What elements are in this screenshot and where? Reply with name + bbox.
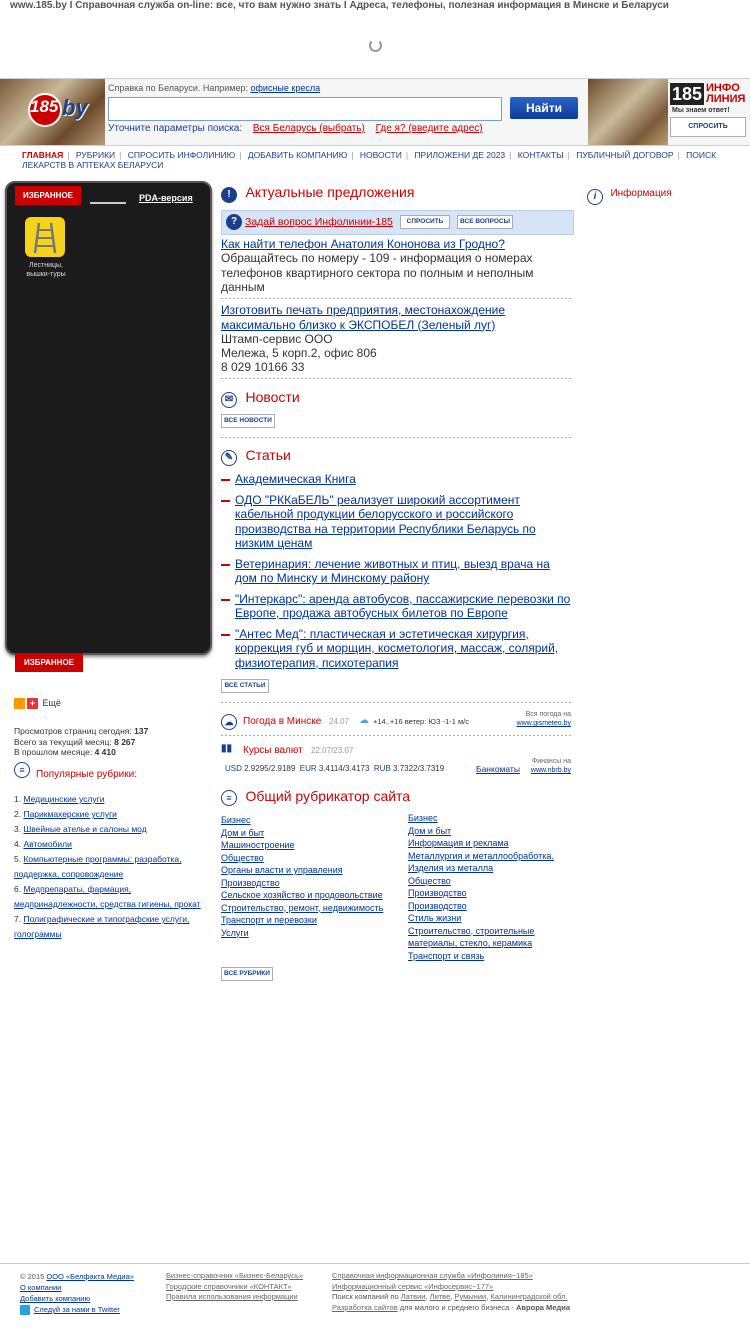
rubricator-header [221, 788, 410, 806]
rubric-link[interactable]: Стиль жизни [408, 913, 462, 923]
aurora-media-brand[interactable]: Аврора Медиа [516, 1302, 571, 1312]
list-item [221, 592, 573, 621]
rubric-link[interactable]: Общество [408, 875, 451, 886]
popular-rubric-link[interactable]: Медицинские услуги [23, 794, 105, 804]
article-link[interactable]: "Антес Мед": пластическая и эстетическая хирургия, коррекция губ и морщин, косметология, массаж, солярий, физиотерапия, психотерапия [235, 626, 559, 670]
add-company-link[interactable]: Добавить компанию [20, 1294, 91, 1303]
weather-date: 24.07 [329, 717, 350, 726]
popular-rubrics-title: Популярные рубрики: [36, 769, 137, 780]
latvia-link[interactable]: Латвии [400, 1292, 426, 1301]
nav-item-add-company[interactable]: ДОБАВИТЬ КОМПАНИЮ [247, 150, 348, 160]
stats-today: Просмотров страниц сегодня: 137 [14, 726, 149, 736]
rates-source-label: Финансы на [531, 758, 571, 765]
weather-temp: +14..+16 ветер: ЮЗ -1-1 м/с [373, 717, 469, 726]
exclamation-icon: ! [221, 187, 237, 203]
rubricator-col-2 [408, 812, 568, 962]
company-link[interactable]: ООО «Белфакта Медиа» [46, 1272, 134, 1281]
all-news-button[interactable]: ВСЕ НОВОСТИ [221, 414, 275, 428]
rules-link[interactable]: Правила использования информации [166, 1292, 298, 1301]
bar-chart-icon: ▮▮ [221, 743, 233, 754]
all-rubrics-button[interactable]: ВСЕ РУБРИКИ [221, 967, 273, 981]
list-item: 6. Медпрепараты, фармация, медпринадлежности, средства гигиены, прокат [14, 884, 201, 909]
web-dev-link[interactable]: Разработка сайтов [332, 1302, 398, 1312]
site-logo[interactable] [26, 89, 94, 125]
popular-rubric-link[interactable]: Швейные ателье и салоны мод [23, 824, 147, 834]
rubric-link[interactable]: Общество [221, 852, 264, 863]
rubric-link[interactable]: Бизнес [221, 815, 251, 825]
rubric-link[interactable]: Дом и быт [221, 827, 265, 838]
lithuania-link[interactable]: Литве [429, 1292, 451, 1301]
list-item: 5. Компьютерные программы: разработка, поддержка, сопровождение [14, 854, 182, 879]
ask-question-row [221, 210, 574, 235]
nav-item-public-contract[interactable]: ПУБЛИЧНЫЙ ДОГОВОР [576, 150, 674, 160]
article-link[interactable]: "Интеркарс": аренда автобусов, пассажирские перевозки по Европе, продажа автобусных билетов по Европе [235, 591, 571, 620]
divider [221, 702, 573, 703]
rss-icon[interactable] [14, 698, 25, 709]
news-title: Новости [245, 389, 300, 405]
list-item [221, 493, 573, 551]
divider [221, 298, 573, 299]
list-icon: ≡ [221, 790, 237, 806]
offer-company [221, 332, 377, 374]
ask-question-link[interactable]: Задай вопрос Инфолинии-185 [245, 216, 393, 228]
infoline-number: 185 [671, 84, 703, 104]
question-icon: ? [226, 214, 242, 230]
offer-company-name: Штамп-сервис ООО [221, 332, 333, 346]
list-item: 1. Медицинские услуги [14, 794, 105, 804]
offers-header [221, 184, 414, 203]
atm-link[interactable]: Банкоматы [476, 764, 520, 774]
nav-item-rubrics[interactable]: РУБРИКИ [75, 150, 116, 160]
stats-prev: В прошлом месяце: 4 410 [14, 747, 116, 757]
rubric-link[interactable]: Строительство, строительные материалы, стекло, керамика [408, 925, 535, 948]
region-select-link[interactable]: Вся Беларусь (выбрать) [252, 123, 365, 134]
list-item: 7. Полиграфические и типографские услуги, гологрaммы [14, 914, 190, 939]
favorites-tab[interactable]: ИЗБРАННОЕ [15, 186, 81, 205]
article-link[interactable]: Ветеринария: лечение животных и птиц, выезд врача на дом по Минску и Минскому району [235, 556, 550, 585]
stats-month: Всего за текущий месяц: 8 267 [14, 736, 136, 747]
logo-number: 185 [30, 97, 59, 116]
nav-item-contacts[interactable]: КОНТАКТЫ [517, 150, 564, 160]
city-guides-link[interactable]: Городские справочники «КОНТАКТ» [166, 1281, 292, 1291]
search-hint-text: Справка по Беларуси. Например: [108, 83, 248, 93]
favorites-tab-bottom[interactable]: ИЗБРАННОЕ [15, 653, 83, 672]
find-button[interactable]: Найти [510, 97, 578, 119]
list-item [221, 472, 573, 487]
question-answer: Обращайтесь по номеру - 109 - информация о номерах телефонов квартирного сектора по полным и неполным данным [221, 251, 534, 294]
share-bar [14, 698, 61, 709]
offers-title: Актуальные предложения [245, 184, 415, 200]
rubric-link[interactable]: Дом и быт [408, 825, 452, 836]
divider [221, 378, 573, 379]
nav-item-ask[interactable]: СПРОСИТЬ ИНФОЛИНИЮ [127, 150, 236, 160]
list-item [221, 557, 573, 586]
question-title-link-2[interactable]: Изготовить печать предприятия, местонахождение максимально близко к ЭКСПОБЕЛ (Зеленый луг) [221, 303, 506, 332]
rates-title: Курсы валют [243, 745, 303, 756]
nav-item-home[interactable]: ГЛАВНАЯ [22, 150, 64, 160]
twitter-icon[interactable] [20, 1305, 30, 1315]
info-header [587, 186, 672, 205]
articles-title: Статьи [245, 447, 291, 463]
news-header [221, 389, 300, 408]
footer-divider [0, 1263, 750, 1264]
weather-title: Погода в Минске [243, 716, 322, 727]
divider [221, 735, 573, 736]
infoline-title: ИНФО ЛИНИЯ [706, 82, 746, 105]
list-item [221, 627, 573, 671]
weather-icon: ☁ [221, 714, 237, 730]
rubric-link[interactable]: Строительство, ремонт, недвижимость [221, 902, 384, 913]
search-params-label: Уточните параметры поиска: [108, 123, 243, 134]
rubric-link[interactable]: Производство [221, 877, 280, 888]
rubric-link[interactable]: Услуги [221, 927, 249, 938]
page-stats [14, 726, 148, 758]
all-questions-button[interactable]: ВСЕ ВОПРОСЫ [457, 215, 513, 229]
article-link[interactable]: Академическая Книга [235, 472, 356, 486]
search-input[interactable] [108, 97, 502, 121]
plus-icon[interactable]: + [27, 698, 38, 709]
articles-list [221, 472, 573, 676]
logo-domain: by [62, 95, 88, 120]
article-link[interactable]: ОДО "РККаБЕЛЬ" реализует широкий ассортимент кабельной продукции белорусского и российского производства на территории Республики Беларусь по низким ценам [235, 492, 536, 550]
offer-phone: 8 029 10166 33 [221, 360, 305, 374]
rubric-link[interactable]: Производство [408, 900, 467, 911]
nav-item-apps[interactable]: ПРИЛОЖЕНИ ДЕ 2023 [414, 150, 506, 160]
rubric-link[interactable]: Металлургия и металлообработка. Изделия из металла [408, 850, 554, 873]
popular-rubric-link[interactable]: Полиграфические и типографские услуги, гологрaммы [14, 914, 190, 939]
footer-col-2 [166, 1271, 303, 1303]
all-articles-button[interactable]: ВСЕ СТАТЬИ [221, 679, 269, 693]
rates-block [221, 742, 573, 778]
pencil-icon: ✎ [221, 450, 237, 466]
gismeteo-link[interactable]: www.gismeteo.by [516, 720, 571, 727]
usd-rate: 2.9295/2.9189 [244, 764, 296, 773]
weather-block [221, 712, 573, 736]
nav-item-drug-search[interactable]: ПОИСК ЛЕКАРСТВ В АПТЕКАХ БЕЛАРУСИ [22, 150, 717, 170]
footer-col-1: © 2015 ООО «Белфакта Медиа» О компании Добавить компанию Следуй за нами в Twitter [20, 1272, 134, 1314]
rubric-link[interactable]: Органы власти и управления [221, 865, 343, 875]
infoservice-link[interactable]: Информационный сервис «Инфосервис−177» [332, 1281, 494, 1291]
rates-values: USD 2.9295/2.9189 EUR 3.4114/3.4173 RUB 3.7322/3.7319 [225, 764, 445, 773]
cloud-icon: ☁ [359, 715, 369, 726]
rubric-link[interactable]: Информация и реклама [408, 838, 509, 848]
share-more[interactable]: Ещё [42, 698, 61, 708]
search-params [108, 123, 483, 134]
weather-source-label: Вся погода на [525, 711, 571, 718]
ask-infoline-button[interactable]: СПРОСИТЬ [670, 117, 746, 137]
ladder-icon[interactable] [25, 217, 65, 257]
list-item: 4. Автомобили [14, 839, 72, 849]
tab-divider [90, 202, 126, 204]
list-icon: ≡ [14, 762, 30, 778]
rubric-link[interactable]: Транспорт и связь [408, 950, 485, 961]
rubricator-col-1 [221, 814, 401, 939]
news-icon: ✉ [221, 392, 237, 408]
about-link[interactable]: О компании [20, 1283, 62, 1292]
pda-version-link[interactable]: PDA-версия [139, 193, 193, 203]
divider [221, 437, 573, 438]
rubric-link[interactable]: Сельское хозяйство и продовольствие [221, 890, 383, 900]
rubric-link[interactable]: Транспорт и перевозки [221, 915, 317, 925]
header-branches-image-right [588, 79, 668, 145]
romania-link[interactable]: Румынии [454, 1292, 487, 1301]
header [0, 78, 750, 146]
nbrb-link[interactable]: www.nbrb.by [530, 767, 571, 774]
search-hint [108, 83, 320, 93]
twitter-link[interactable]: Следуй за нами в Twitter [34, 1305, 120, 1314]
favorite-item-label[interactable]: Лестницы, вышки-туры [26, 262, 66, 278]
info-title: Информация [610, 188, 672, 199]
footer-col-3: Справочная информационная служба «Инфолиния−185» Информационный сервис «Инфосервис−177» Поиск компаний по Латвии, Литве, Румынии, Калининградской обл. Разработка сайтов для малого и среднего бизнеса - Аврора Медиа [332, 1271, 571, 1312]
business-guide-link[interactable]: Бизнес-справочник «Бизнес-Беларусь» [166, 1271, 304, 1280]
offer-address: Mележа, 5 корп.2, офис 806 [221, 346, 377, 360]
rubric-link[interactable]: Машиностроение [221, 840, 295, 850]
ask-button[interactable]: СПРОСИТЬ [400, 215, 450, 229]
site-tagline: www.185.by I Справочная служба on-line: все, что вам нужно знать I Адреса, телефоны, полезная информация в Минске и Беларуси [10, 0, 669, 11]
infoline-slogan: Мы знаем ответ! [672, 107, 730, 114]
popular-rubric-link[interactable]: Компьютерные программы: разработка, поддержка, сопровождение [14, 854, 182, 879]
loading-spinner-icon [369, 39, 382, 52]
search-hint-example-link[interactable]: офисные кресла [250, 83, 321, 93]
list-item: 2. Парикмахерские услуги [14, 809, 117, 819]
main-nav: ГЛАВНАЯ | РУБРИКИ | СПРОСИТЬ ИНФОЛИНИЮ | ДОБАВИТЬ КОМПАНИЮ | НОВОСТИ | ПРИЛОЖЕНИ ДЕ 2023 | КОНТАКТЫ | ПУБЛИЧНЫЙ ДОГОВОР | ПОИСК ЛЕКАРСТВ В АПТЕКАХ БЕЛАРУСИ [22, 150, 717, 170]
popular-rubric-link[interactable]: Медпрепараты, фармация, медпринадлежности, средства гигиены, прокат [14, 884, 201, 909]
kaliningrad-link[interactable]: Калининградской обл. [490, 1292, 568, 1301]
articles-header [221, 447, 291, 466]
where-am-i-link[interactable]: Где я? (введите адрес) [375, 123, 483, 134]
eur-rate: 3.4114/3.4173 [318, 764, 370, 773]
popular-rubric-link[interactable]: Парикмахерские услуги [23, 809, 117, 819]
infoline-service-link[interactable]: Справочная информационная служба «Инфолиния−185» [332, 1271, 533, 1280]
popular-rubric-link[interactable]: Автомобили [23, 839, 72, 849]
question-title-link[interactable]: Как найти телефон Анатолия Кононова из Гродно? [221, 237, 505, 251]
popular-rubrics [14, 764, 210, 942]
rubric-link[interactable]: Производство [408, 888, 467, 898]
rubric-link[interactable]: Бизнес [408, 813, 438, 823]
rates-dates: 22.07/23.07 [311, 746, 354, 755]
rubricator-title: Общий рубрикатор сайта [245, 788, 411, 804]
nav-item-news[interactable]: НОВОСТИ [359, 150, 402, 160]
info-icon: i [587, 189, 603, 205]
infoline-logo[interactable] [670, 83, 746, 113]
list-item: 3. Швейные ателье и салоны мод [14, 824, 147, 834]
rub-rate: 3.7322/3.7319 [393, 764, 445, 773]
